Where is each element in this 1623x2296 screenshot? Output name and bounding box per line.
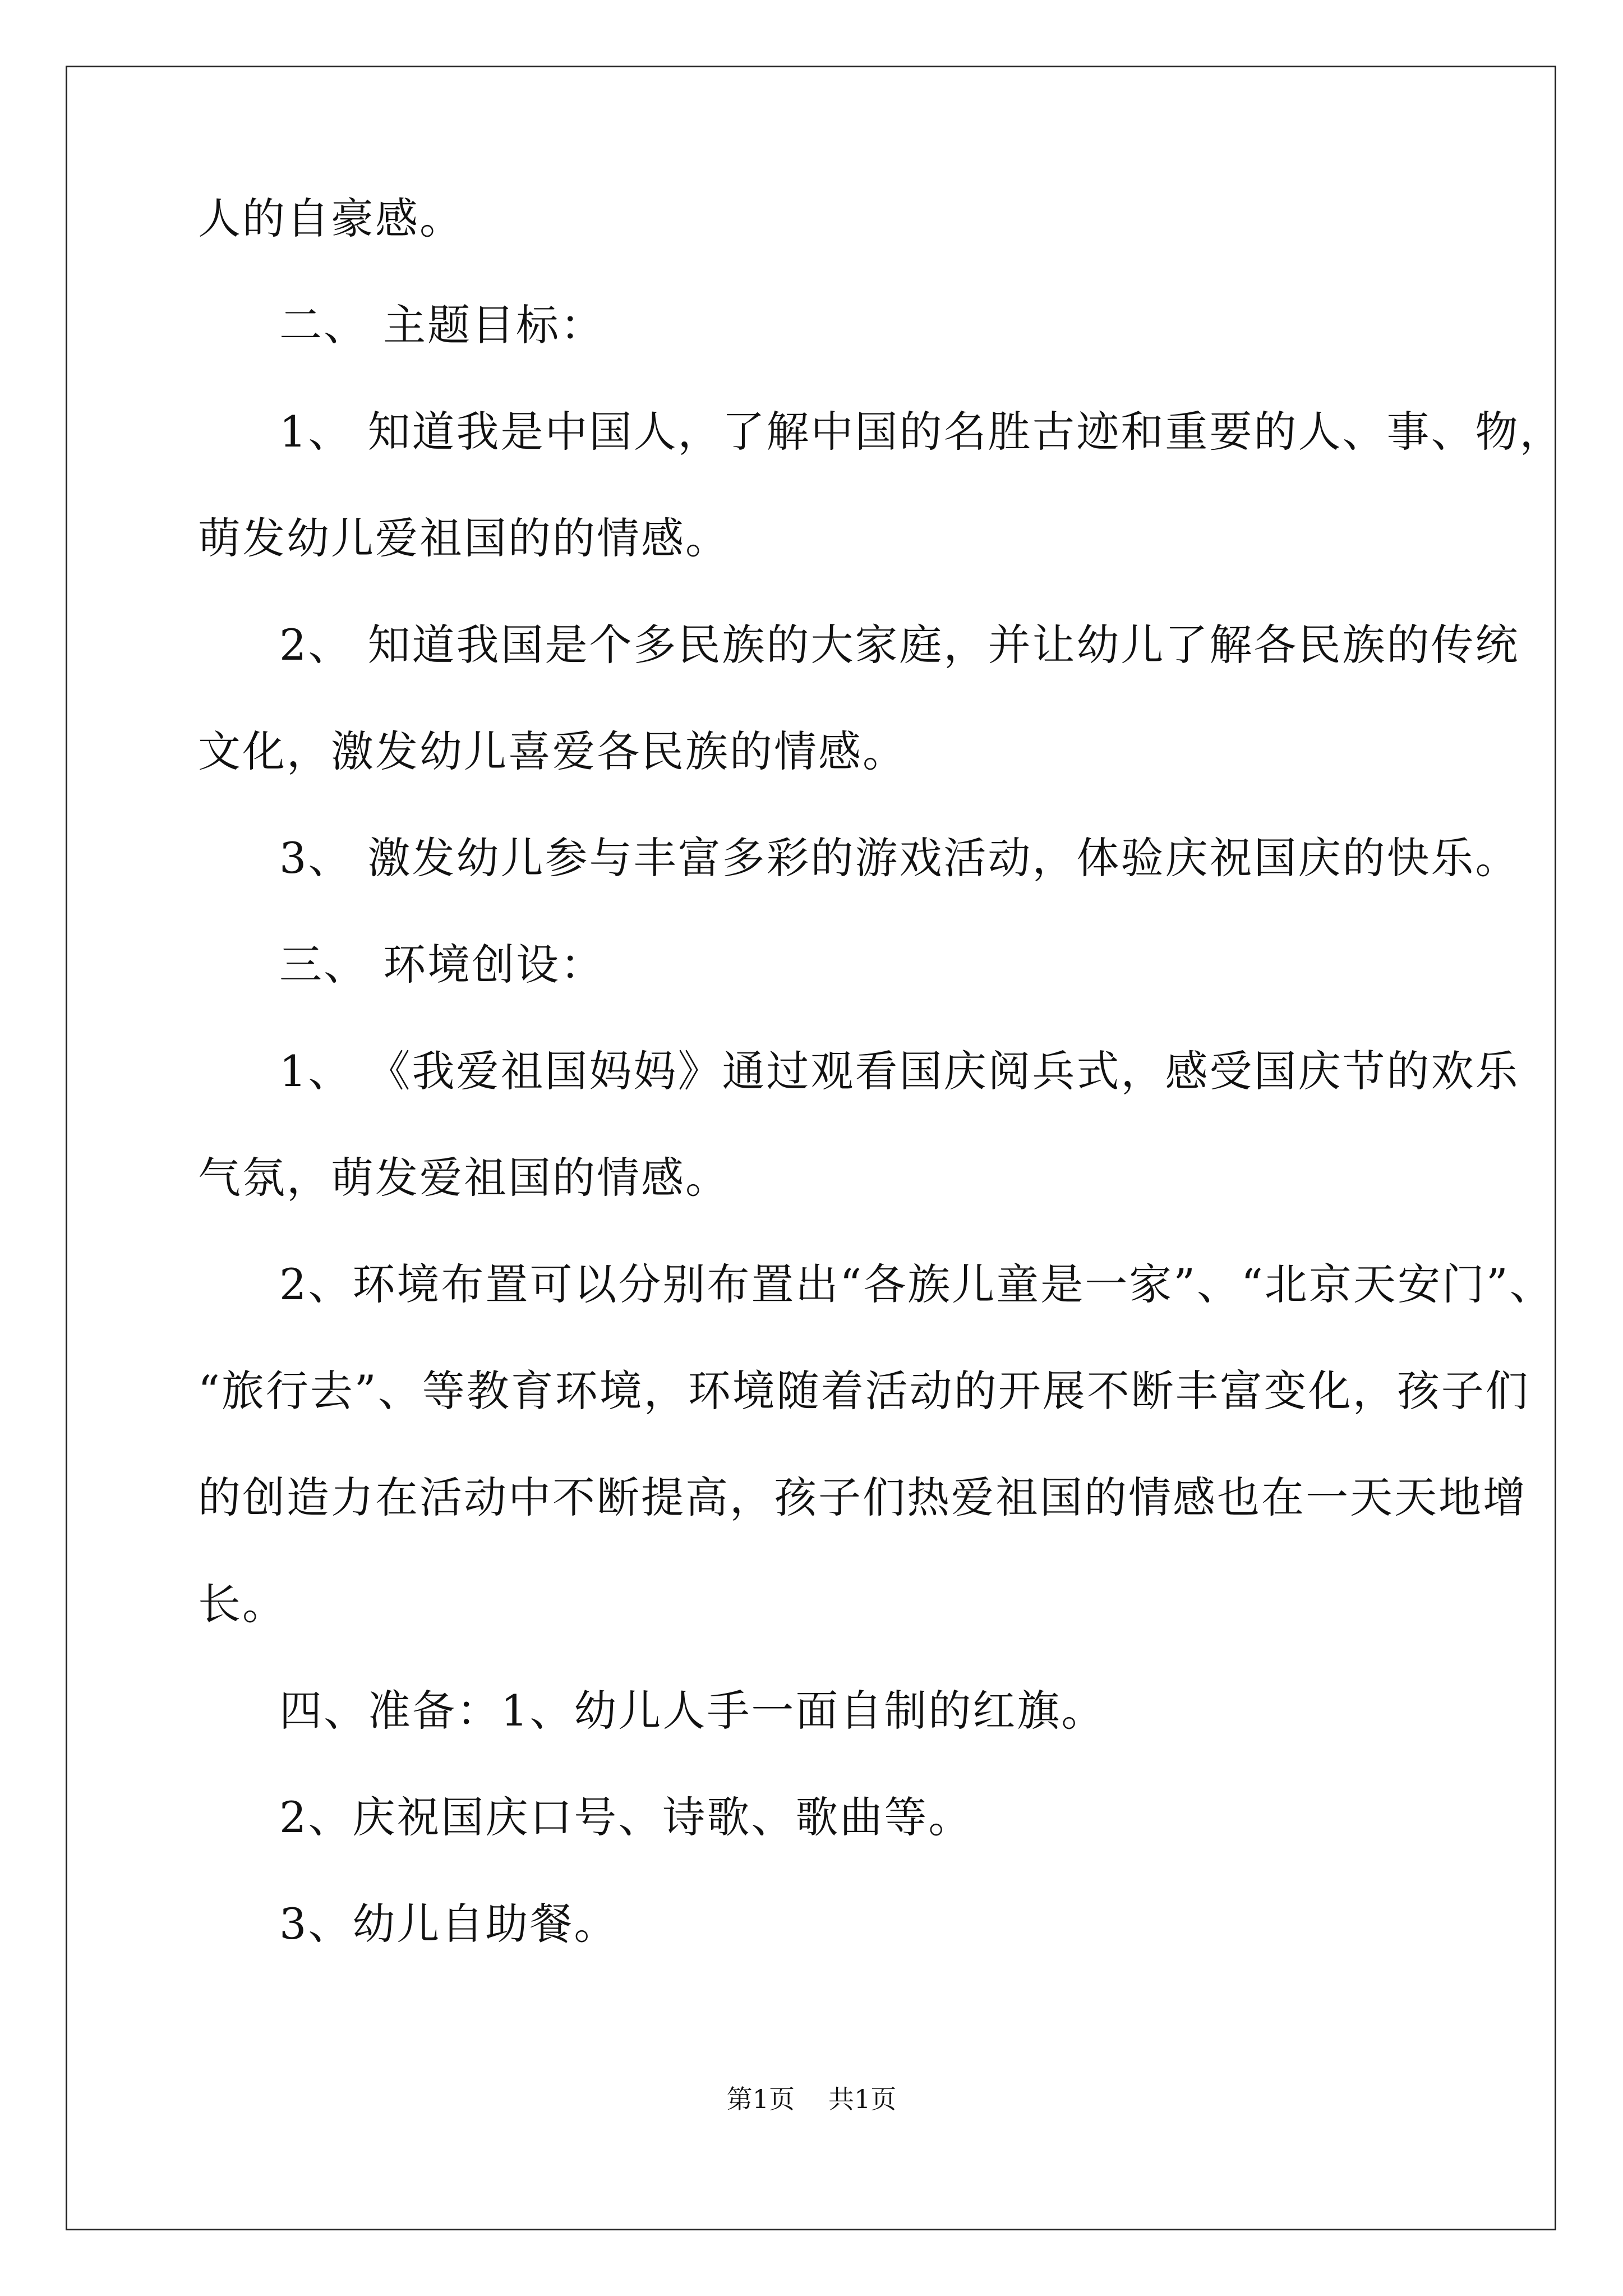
text-line: 3、 激发幼儿参与丰富多彩的游戏活动，体验庆祝国庆的快乐。 (279, 833, 1520, 883)
section-heading: 二、 主题目标： (279, 300, 605, 350)
text-line: 2、 知道我国是个多民族的大家庭，并让幼儿了解各民族的传统 (279, 620, 1520, 670)
text-line: 文化，激发幼儿喜爱各民族的情感。 (198, 726, 907, 776)
text-line: 2、环境布置可以分别布置出“各族儿童是一家”、“北京天安门”、 (279, 1259, 1554, 1309)
text-line: “旅行去”、等教育环境，环境随着活动的开展不断丰富变化，孩子们 (198, 1366, 1530, 1416)
text-line: 的创造力在活动中不断提高，孩子们热爱祖国的情感也在一天天地增 (198, 1473, 1527, 1522)
text-line: 1、 《我爱祖国妈妈》通过观看国庆阅兵式，感受国庆节的欢乐 (279, 1046, 1520, 1096)
text-line: 人的自豪感。 (198, 194, 464, 243)
page-footer (0, 2082, 1623, 2116)
text-line: 1、 知道我是中国人，了解中国的名胜古迹和重要的人、事、物， (279, 407, 1564, 457)
page-number-total: 共1页 (828, 2084, 897, 2114)
text-line: 3、幼儿自助餐。 (279, 1899, 619, 1949)
section-heading: 四、准备：1、幼儿人手一面自制的红旗。 (279, 1686, 1106, 1736)
text-line: 气氛，萌发爱祖国的情感。 (198, 1153, 730, 1203)
text-line: 萌发幼儿爱祖国的的情感。 (198, 513, 730, 563)
text-line: 长。 (198, 1579, 287, 1629)
section-heading: 三、 环境创设： (279, 940, 605, 990)
page-number-current: 第1页 (726, 2084, 795, 2114)
text-line: 2、庆祝国庆口号、诗歌、歌曲等。 (279, 1792, 973, 1842)
